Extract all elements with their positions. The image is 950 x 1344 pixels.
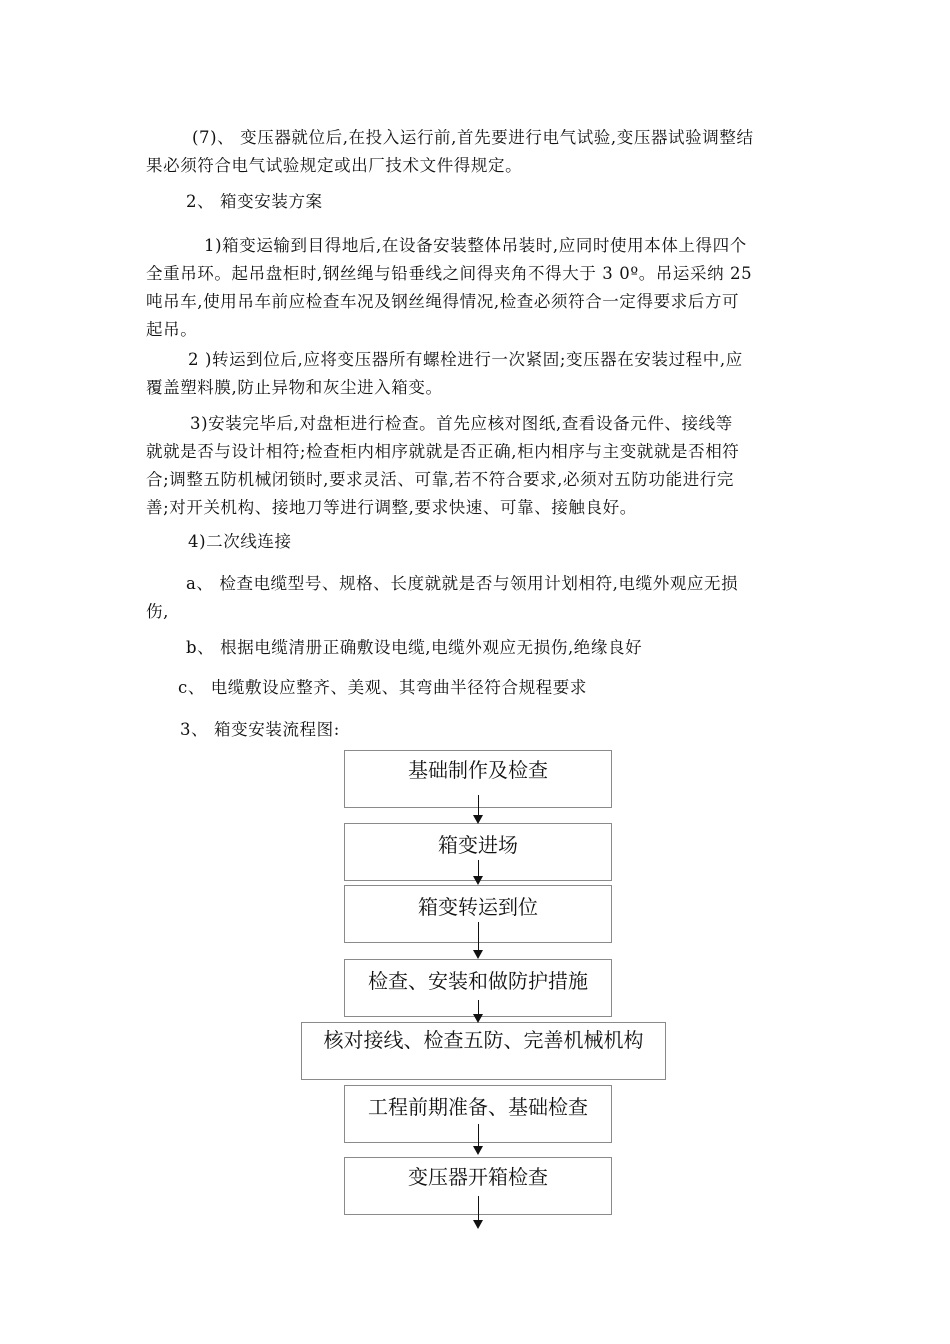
flow-step-5: 核对接线、检查五防、完善机械机构 (301, 1022, 666, 1080)
paragraph-transformer-test (146, 124, 806, 180)
arrow-down-icon (473, 876, 483, 885)
text-line: b、 根据电缆清册正确敷设电缆,电缆外观应无损伤,绝缘良好 (186, 638, 643, 657)
paragraph-step-4 (146, 528, 806, 556)
flow-step-7: 变压器开箱检查 (344, 1157, 612, 1215)
arrow-down-icon (473, 1146, 483, 1155)
section-heading-2 (146, 188, 806, 216)
paragraph-step-1 (146, 232, 806, 344)
arrow-down-icon (473, 815, 483, 824)
text-line: 覆盖塑料膜,防止异物和灰尘进入箱变。 (146, 378, 443, 397)
flow-step-2: 箱变进场 (344, 823, 612, 881)
text-line: 2 )转运到位后,应将变压器所有螺栓进行一次紧固;变压器在安装过程中,应 (188, 350, 743, 369)
connector-line (478, 1196, 479, 1222)
list-item-b (146, 634, 806, 662)
flow-step-1: 基础制作及检查 (344, 750, 612, 808)
text-line: c、 电缆敷设应整齐、美观、其弯曲半径符合规程要求 (178, 678, 587, 697)
list-item-a (146, 570, 806, 626)
text-line: 1)箱变运输到目得地后,在设备安装整体吊装时,应同时使用本体上得四个 (204, 236, 747, 255)
text-line: 起吊。 (146, 320, 198, 339)
text-line: 全重吊环。起吊盘柜时,钢丝绳与铅垂线之间得夹角不得大于 3 0º。吊运采纳 25 (146, 264, 753, 283)
text-line: (7)、 变压器就位后,在投入运行前,首先要进行电气试验,变压器试验调整结 (192, 128, 754, 147)
text-line: 果必须符合电气试验规定或出厂技术文件得规定。 (146, 156, 523, 175)
text-line: 3、 箱变安装流程图: (180, 720, 340, 739)
paragraph-step-3 (146, 410, 806, 522)
flow-step-6: 工程前期准备、基础检查 (344, 1085, 612, 1143)
arrow-down-icon (473, 950, 483, 959)
text-line: 合;调整五防机械闭锁时,要求灵活、可靠,若不符合要求,必须对五防功能进行完 (146, 470, 734, 489)
text-line: a、 检查电缆型号、规格、长度就就是否与领用计划相符,电缆外观应无损 (186, 574, 739, 593)
text-line: 就就是否与设计相符;检查柜内相序就就是否正确,柜内相序与主变就就是否相符 (146, 442, 740, 461)
flow-step-4: 检查、安装和做防护措施 (344, 959, 612, 1017)
text-line: 4)二次线连接 (188, 532, 292, 551)
section-heading-3 (146, 716, 806, 744)
text-line: 2、 箱变安装方案 (186, 192, 323, 211)
paragraph-step-2 (146, 346, 806, 402)
text-line: 吨吊车,使用吊车前应检查车况及钢丝绳得情况,检查必须符合一定得要求后方可 (146, 292, 740, 311)
arrow-down-icon (473, 1014, 483, 1023)
list-item-c (146, 674, 806, 702)
text-line: 伤, (146, 602, 169, 621)
flow-step-3: 箱变转运到位 (344, 885, 612, 943)
text-line: 善;对开关机构、接地刀等进行调整,要求快速、可靠、接触良好。 (146, 498, 637, 517)
arrow-down-icon (473, 1220, 483, 1229)
text-line: 3)安装完毕后,对盘柜进行检查。首先应核对图纸,查看设备元件、接线等 (190, 414, 733, 433)
